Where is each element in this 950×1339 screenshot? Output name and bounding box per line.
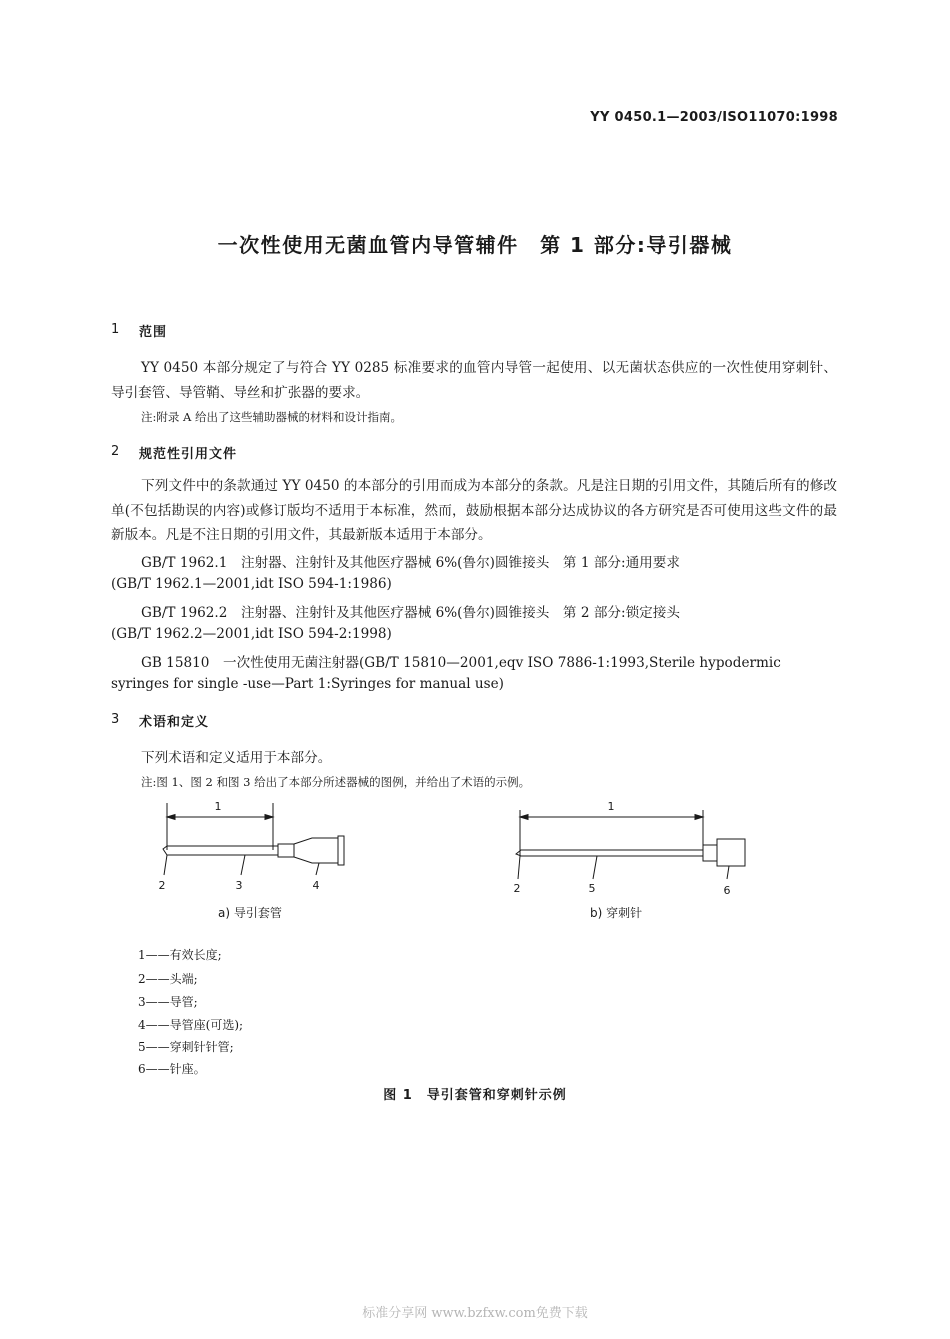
legend-item: 5——穿刺针针管; [138, 1040, 234, 1054]
ref-3-line-1: GB 15810 一次性使用无菌注射器(GB/T 15810—2001,eqv ISO 7886-1:1993,Sterile hypodermic [141, 655, 781, 671]
leader-5 [593, 856, 597, 879]
legend-item: 1——有效长度; [138, 948, 222, 962]
leader-6 [727, 866, 729, 879]
ref-3-line-2: syringes for single -use—Part 1:Syringes for manual use) [111, 676, 504, 692]
section-1-number: 1 [111, 322, 120, 337]
figure-b-caption: b) 穿刺针 [590, 906, 643, 920]
standard-code: YY 0450.1—2003/ISO11070:1998 [590, 110, 838, 125]
label-4: 4 [312, 879, 320, 892]
ref-2-line-1: GB/T 1962.2 注射器、注射针及其他医疗器械 6%(鲁尔)圆锥接头 第 2 部分:锁定接头 [141, 605, 680, 621]
leader-4 [316, 863, 319, 875]
dimension-arrow-right [695, 815, 703, 820]
section-3-number: 3 [111, 712, 120, 727]
figure-title: 图 1 导引套管和穿刺针示例 [383, 1088, 567, 1103]
ref-1-line-2: (GB/T 1962.1—2001,idt ISO 594-1:1986) [111, 576, 392, 592]
section-1-title: 范围 [139, 325, 168, 340]
leader-2 [164, 855, 167, 875]
section-3-note: 注:图 1、图 2 和图 3 给出了本部分所述器械的图例，并给出了术语的示例。 [141, 775, 531, 789]
label-2: 2 [158, 879, 166, 892]
document-title: 一次性使用无菌血管内导管辅件 第 1 部分:导引器械 [217, 233, 733, 257]
catheter-hub-neck [278, 844, 294, 857]
leader-2 [518, 856, 520, 879]
ref-2-line-2: (GB/T 1962.2—2001,idt ISO 594-2:1998) [111, 626, 392, 642]
label-1: 1 [607, 800, 615, 813]
section-2-number: 2 [111, 444, 120, 459]
dimension-arrow-left [167, 815, 175, 820]
label-1: 1 [214, 800, 222, 813]
label-3: 3 [235, 879, 243, 892]
catheter-hub [294, 838, 338, 863]
section-3-paragraph: 下列术语和定义适用于本部分。 [141, 750, 332, 766]
section-3-title: 术语和定义 [139, 715, 210, 730]
needle-hub [717, 839, 745, 866]
dimension-arrow-right [265, 815, 273, 820]
catheter-tube [163, 846, 278, 855]
legend-item: 6——针座。 [138, 1062, 206, 1076]
section-1-paragraph: YY 0450 本部分规定了与符合 YY 0285 标准要求的血管内导管一起使用、以无菌状态供应的一次性使用穿刺针、导引套管、导管鞘、导丝和扩张器的要求。 [111, 360, 837, 401]
figure-a-introducer-diagram [150, 795, 360, 895]
leader-3 [241, 855, 245, 875]
label-6: 6 [723, 884, 731, 897]
dimension-arrow-left [520, 815, 528, 820]
catheter-hub-flange [338, 836, 344, 865]
legend-item: 3——导管; [138, 995, 198, 1009]
label-2: 2 [513, 882, 521, 895]
figure-a-caption: a) 导引套管 [218, 906, 282, 920]
ref-1-line-1: GB/T 1962.1 注射器、注射针及其他医疗器械 6%(鲁尔)圆锥接头 第 1 部分:通用要求 [141, 555, 680, 571]
legend-item: 4——导管座(可选); [138, 1018, 244, 1032]
figure-b-needle-diagram [505, 795, 760, 900]
section-1-note: 注:附录 A 给出了这些辅助器械的材料和设计指南。 [141, 410, 402, 424]
needle-hub-neck [703, 845, 717, 861]
legend-item: 2——头端; [138, 972, 198, 986]
section-2-title: 规范性引用文件 [139, 447, 238, 462]
footer-watermark: 标准分享网 www.bzfxw.com免费下载 [362, 1306, 588, 1321]
needle-cannula [516, 850, 703, 856]
label-5: 5 [588, 882, 596, 895]
section-2-paragraph: 下列文件中的条款通过 YY 0450 的本部分的引用而成为本部分的条款。凡是注日期的引用文件，其随后所有的修改单(不包括勘误的内容)或修订版均不适用于本标准，然而，鼓励根据本部分达成协议的各方研究是否可使用这些文件的最新版本。凡是不注日期的引用文件，其最新版本适用于本部分。 [111, 478, 837, 543]
